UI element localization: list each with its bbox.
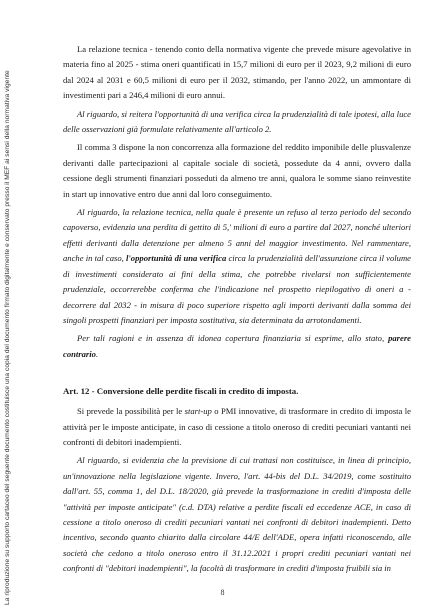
page-number: 8 <box>220 588 225 597</box>
paragraph-al-riguardo-1: Al riguardo, si reitera l'opportunità di una verifica circa la prudenzialità di tale ipotesi, alla luce delle osservazioni già formulate relativamente all'articolo 2. <box>63 108 411 135</box>
digital-signature-note: La riproduzione su supporto cartaceo del seguente documento costituisce una copia del documento firmato digitalmente e conservato presso il MEF ai sensi della normativa vigente <box>4 70 11 605</box>
text-run: Per tali ragioni e in assenza di idonea copertura finanziaria si esprime, allo stato, <box>77 333 389 344</box>
paragraph-comma-3: Il comma 3 dispone la non concorrenza alla formazione del reddito imponibile delle plusvalenze derivanti dalle partecipazioni al capitale sociale di società, possedute da 4 anni, ovvero dalla cessione degli strumenti finanziari posseduti da almeno tre anni, qualora le somme siano reinvestite in start up innovative entro due anni dal loro conseguimento. <box>63 142 411 199</box>
document-body <box>63 42 411 577</box>
emphasis-start-up: start-up <box>184 406 212 417</box>
text-run: Al riguardo, la relazione tecnica, nella quale è presente un refuso al terzo periodo del secondo capoverso, evidenzia una perdita di gettito di 5,' milioni di euro a partire dal 2027, nonché ulteriori effetti derivanti dalla detenzione per almeno 5 anni del maggior investimento. Nel rammentare, anche in tal caso, <box>63 207 411 264</box>
paragraph-al-riguardo-3: Al riguardo, si evidenzia che la previsione di cui trattasi non costituisce, in linea di principio, un'innovazione nella legislazione vigente. Invero, l'art. 44-bis del D.L. 34/2019, come sostituito dall'art. 55, comma 1, del D.L. 18/2020, già prevede la trasformazione in crediti d'imposta delle "attività per imposte anticipate" (c.d. DTA) relative a perdite fiscali ed eccedenze ACE, in caso di cessione a titolo oneroso di crediti pecuniari vantati nei confronti di debitori inadempienti. Detto incentivo, secondo quanto chiarito dalla circolare 44/E dell'ADE, opera infatti riconoscendo, alle società che cedono a titolo oneroso entro il 31.12.2021 i propri crediti pecuniari vantati nei confronti di "debitori inadempienti", la facoltà di trasformare in crediti d'imposta fruibili sia in <box>63 455 411 574</box>
text-run: circa la prudenzialità dell'assunzione circa il volume di investimenti considerato ai fini della stima, che potrebbe rivelarsi non sufficientemente prudenziale, occorrerebbe conferma che l'indicazione nel prospetto riepilogativo di oneri a - decorrere dal 2032 - in misura di poco superiore rispetto agli importi derivanti dalla somma dei singoli prospetti finanziari per imposta sostitutiva, sia determinata da arrotondamenti. <box>63 253 411 325</box>
text-run: . <box>95 348 99 359</box>
paragraph-conclusione <box>63 331 411 362</box>
text-run: Si prevede la possibilità per le <box>77 406 185 417</box>
article-title: Art. 12 - Conversione delle perdite fiscali in credito di imposta. <box>63 386 299 397</box>
paragraph-al-riguardo-2 <box>63 205 411 328</box>
paragraph-relazione-tecnica: La relazione tecnica - tenendo conto della normativa vigente che prevede misure agevolative in materia fino al 2025 - stima oneri quantificati in 15,7 milioni di euro per il 2023, 9,2 milioni di euro dal 2024 al 2031 e 60,5 milioni di euro per il 2032, stimando, per l'anno 2022, un ammontare di investimenti pari a 246,4 milioni di euro annui. <box>63 44 411 101</box>
text-run: o PMI innovative, di trasformare in credito di imposta le attività per le imposte anticipate, in caso di cessione a titolo oneroso di crediti pecuniari vantanti nei confronti di debitori inadempienti. <box>63 406 411 447</box>
emphasis-verifica: l'opportunità di una verifica <box>126 253 227 264</box>
emphasis-parere-contrario: parere contrario <box>63 333 411 359</box>
paragraph-art-12-summary <box>63 404 411 450</box>
